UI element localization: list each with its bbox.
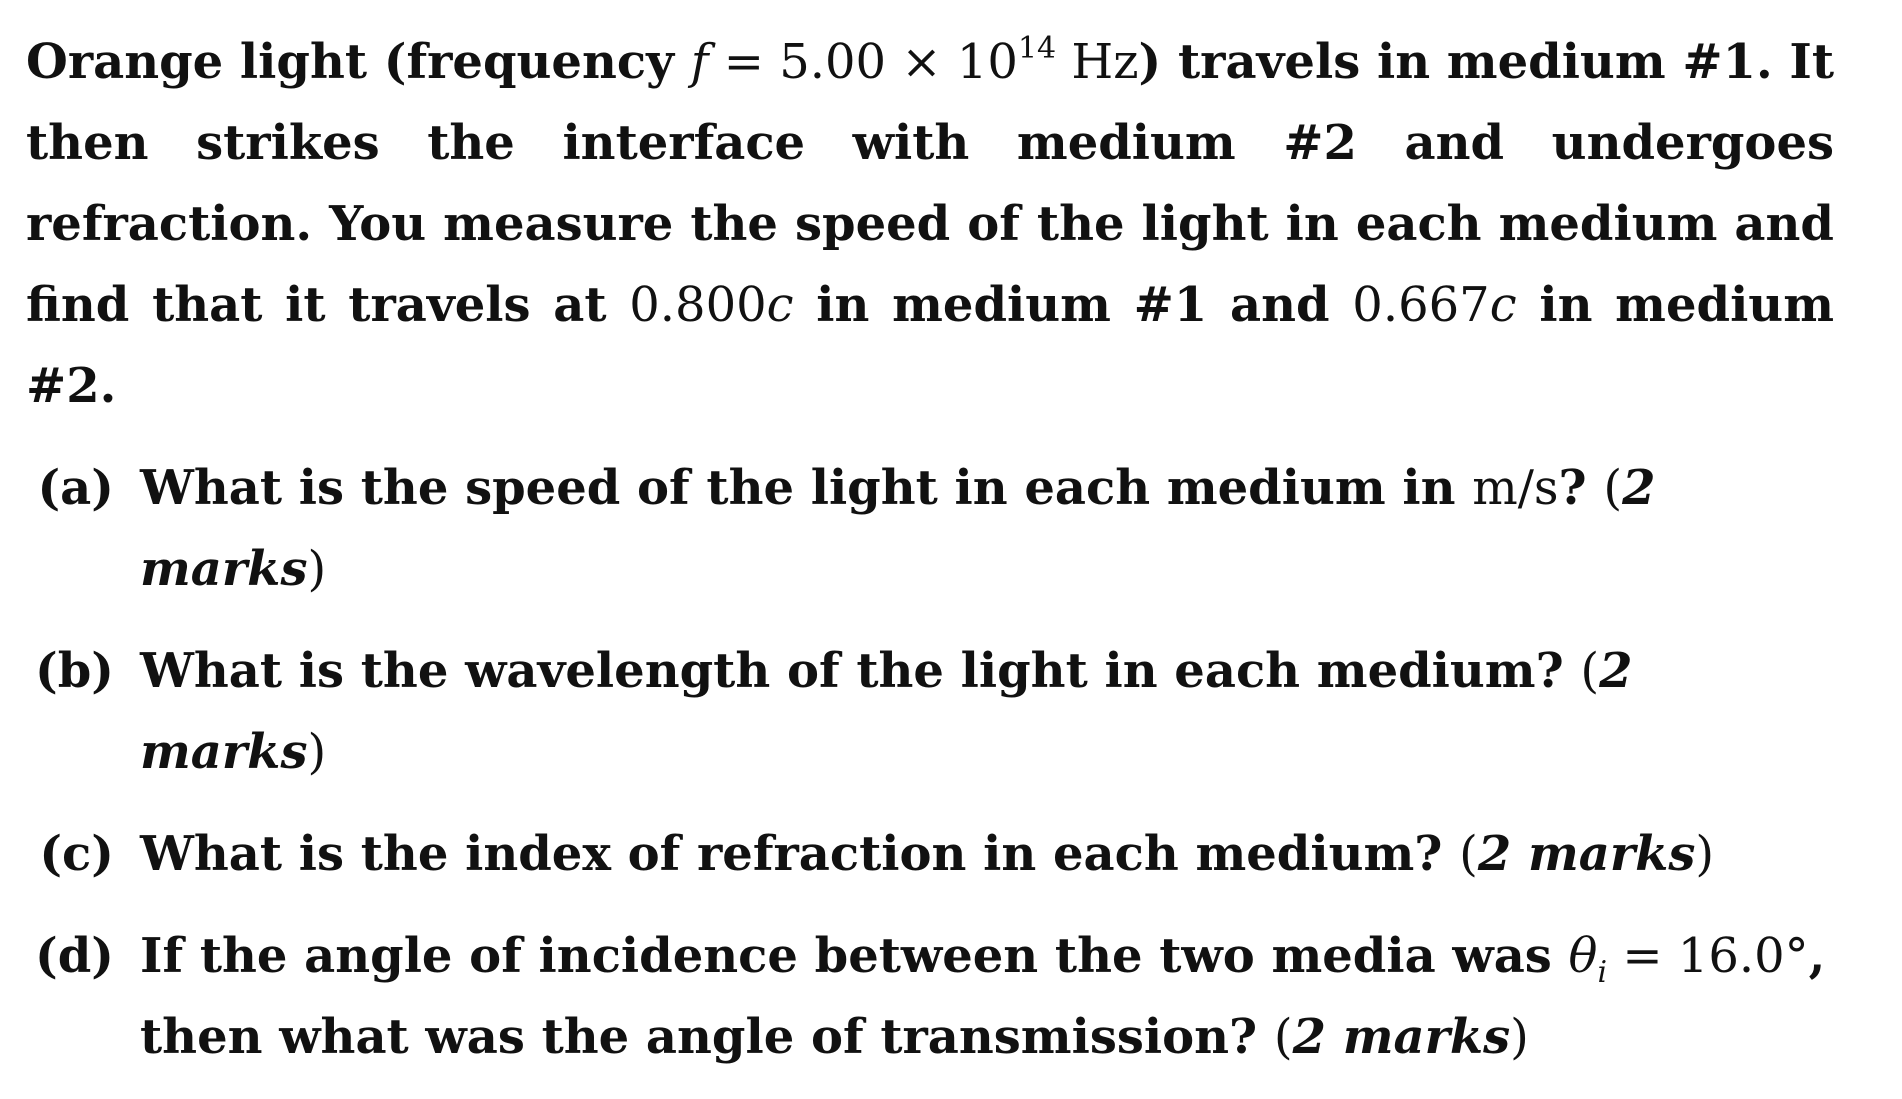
question-a-label: (a): [37, 460, 114, 516]
theta-symbol: θ: [1568, 928, 1598, 984]
frequency-exponent: 14: [1017, 31, 1057, 66]
question-c-open-paren: (: [1459, 826, 1478, 882]
frequency-unit: Hz: [1056, 34, 1139, 90]
problem-document: [26, 22, 1834, 1099]
question-a-marks: 2 marks: [140, 460, 1656, 597]
question-a-text: [140, 448, 1834, 610]
question-b-open-paren: (: [1580, 643, 1600, 699]
question-c-marks: 2 marks: [1477, 826, 1696, 882]
question-a-body: What is the speed of the light in each medium in: [140, 460, 1473, 516]
question-d: [26, 916, 1834, 1078]
question-a-unit: m/s: [1472, 460, 1559, 516]
frequency-variable: f: [690, 34, 709, 90]
incidence-angle-value: = 16.0°: [1607, 928, 1809, 984]
question-d-marks: 2 marks: [1292, 1009, 1511, 1065]
question-d-text: [140, 916, 1834, 1078]
question-a: [26, 448, 1834, 610]
question-a-close-paren: ): [307, 541, 327, 597]
question-c-text: [140, 814, 1834, 895]
question-a-open-paren: (: [1603, 460, 1623, 516]
question-c: [26, 814, 1834, 895]
question-b-close-paren: ): [307, 724, 327, 780]
question-d-label: (d): [35, 928, 114, 984]
speed-of-light-symbol-2: c: [1489, 277, 1517, 333]
question-d-open-paren: (: [1273, 1009, 1293, 1065]
question-b-text: [140, 631, 1834, 793]
intro-text-3: in medium #1 and: [793, 277, 1353, 333]
intro-text-2: ) travels in medium #1. It then strikes the interface with medium #2 and undergoes refraction. You measure the speed of the light in each medium and find that it travels at: [26, 34, 1835, 333]
frequency-mantissa: 5.00 × 10: [779, 34, 1018, 90]
question-b-marks: 2 marks: [140, 643, 1633, 780]
speed-medium-2-value: 0.667: [1352, 277, 1490, 333]
intro-paragraph: [26, 22, 1834, 427]
intro-text-4: in medium #2.: [26, 277, 1834, 414]
speed-of-light-symbol-1: c: [766, 277, 794, 333]
speed-medium-1-value: 0.800: [629, 277, 767, 333]
theta-subscript: i: [1597, 955, 1608, 990]
question-d-body: If the angle of incidence between the two media was: [140, 928, 1569, 984]
question-d-tail: , then what was the angle of transmission?: [140, 928, 1826, 1065]
question-c-body: What is the index of refraction in each medium?: [140, 826, 1460, 882]
intro-text-1: Orange light (frequency: [26, 34, 691, 90]
question-b-body: What is the wavelength of the light in each medium?: [140, 643, 1581, 699]
question-c-label: (c): [39, 826, 114, 882]
equals-sign: =: [708, 34, 780, 90]
question-c-close-paren: ): [1695, 826, 1715, 882]
question-d-close-paren: ): [1510, 1009, 1529, 1065]
question-b-label: (b): [35, 643, 114, 699]
question-a-tail: ?: [1558, 460, 1604, 516]
question-b: [26, 631, 1834, 793]
question-list: [26, 448, 1834, 1078]
